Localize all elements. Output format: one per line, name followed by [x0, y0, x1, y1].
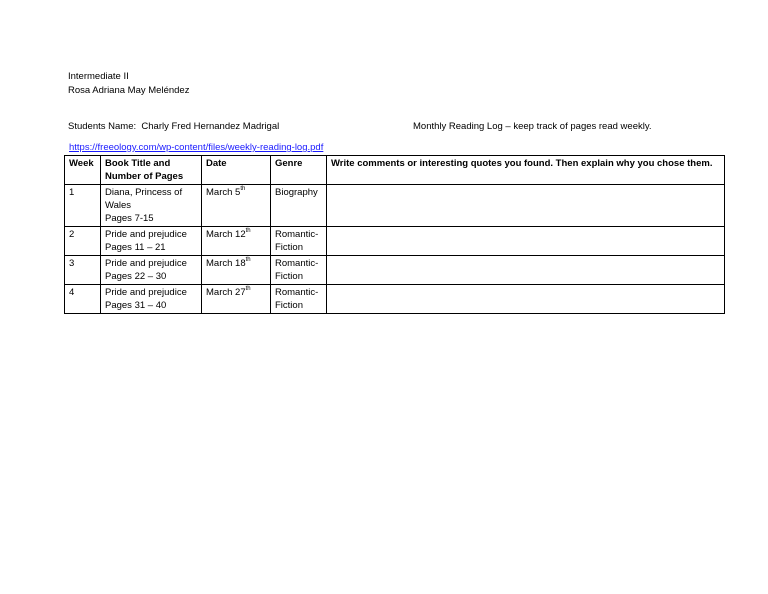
teacher-name: Rosa Adriana May Meléndez [68, 85, 190, 96]
book-pages: Pages 11 – 21 [105, 242, 166, 253]
header-comments: Write comments or interesting quotes you found. Then explain why you chose them. [327, 156, 725, 185]
date-text: March 5 [206, 187, 241, 198]
book-title-line1: Pride and prejudice [105, 258, 187, 269]
book-title-line2: Wales [105, 200, 132, 211]
genre-line2: Fiction [275, 271, 303, 282]
book-pages: Pages 7-15 [105, 213, 154, 224]
table-header-row [65, 156, 725, 185]
genre-line1: Romantic- [275, 287, 319, 298]
reading-log-link[interactable]: https://freeology.com/wp-content/files/weekly-reading-log.pdf [69, 142, 324, 153]
header-date: Date [202, 156, 271, 185]
cell-week: 1 [65, 185, 101, 227]
book-pages: Pages 22 – 30 [105, 271, 167, 282]
cell-genre [271, 185, 327, 227]
date-text: March 12 [206, 229, 246, 240]
cell-comment[interactable] [327, 185, 725, 227]
genre-line1: Romantic- [275, 229, 319, 240]
header-book [101, 156, 202, 185]
genre-line2: Fiction [275, 242, 303, 253]
cell-week: 4 [65, 285, 101, 314]
date-suffix: th [245, 286, 251, 292]
book-title-line1: Pride and prejudice [105, 287, 187, 298]
table-row [65, 185, 725, 227]
cell-week: 3 [65, 256, 101, 285]
cell-genre [271, 227, 327, 256]
genre-line2: Fiction [275, 300, 303, 311]
cell-genre [271, 285, 327, 314]
header-book-line1: Book Title and [105, 158, 171, 169]
book-title-line1: Pride and prejudice [105, 229, 187, 240]
header-genre: Genre [271, 156, 327, 185]
cell-comment[interactable] [327, 285, 725, 314]
student-name: Charly Fred Hernandez Madrigal [141, 121, 280, 132]
course-name: Intermediate II [68, 71, 129, 82]
book-pages: Pages 31 – 40 [105, 300, 167, 311]
cell-date [202, 227, 271, 256]
reading-log-table [64, 155, 725, 314]
cell-genre [271, 256, 327, 285]
table-row [65, 227, 725, 256]
table-row [65, 285, 725, 314]
date-suffix: th [245, 228, 251, 234]
cell-book [101, 185, 202, 227]
genre-line1: Biography [275, 187, 318, 198]
date-text: March 18 [206, 258, 246, 269]
student-line [68, 121, 279, 133]
cell-book [101, 285, 202, 314]
cell-book [101, 227, 202, 256]
book-title-line1: Diana, Princess of [105, 187, 183, 198]
cell-date [202, 285, 271, 314]
cell-date [202, 256, 271, 285]
cell-comment[interactable] [327, 227, 725, 256]
date-suffix: th [240, 186, 246, 192]
cell-book [101, 256, 202, 285]
header-week: Week [65, 156, 101, 185]
log-title: Monthly Reading Log – keep track of pages read weekly. [413, 121, 652, 132]
genre-line1: Romantic- [275, 258, 319, 269]
cell-week: 2 [65, 227, 101, 256]
cell-date [202, 185, 271, 227]
date-suffix: th [245, 257, 251, 263]
header-book-line2: Number of Pages [105, 171, 184, 182]
cell-comment[interactable] [327, 256, 725, 285]
date-text: March 27 [206, 287, 246, 298]
student-label: Students Name: [68, 121, 137, 132]
table-row [65, 256, 725, 285]
